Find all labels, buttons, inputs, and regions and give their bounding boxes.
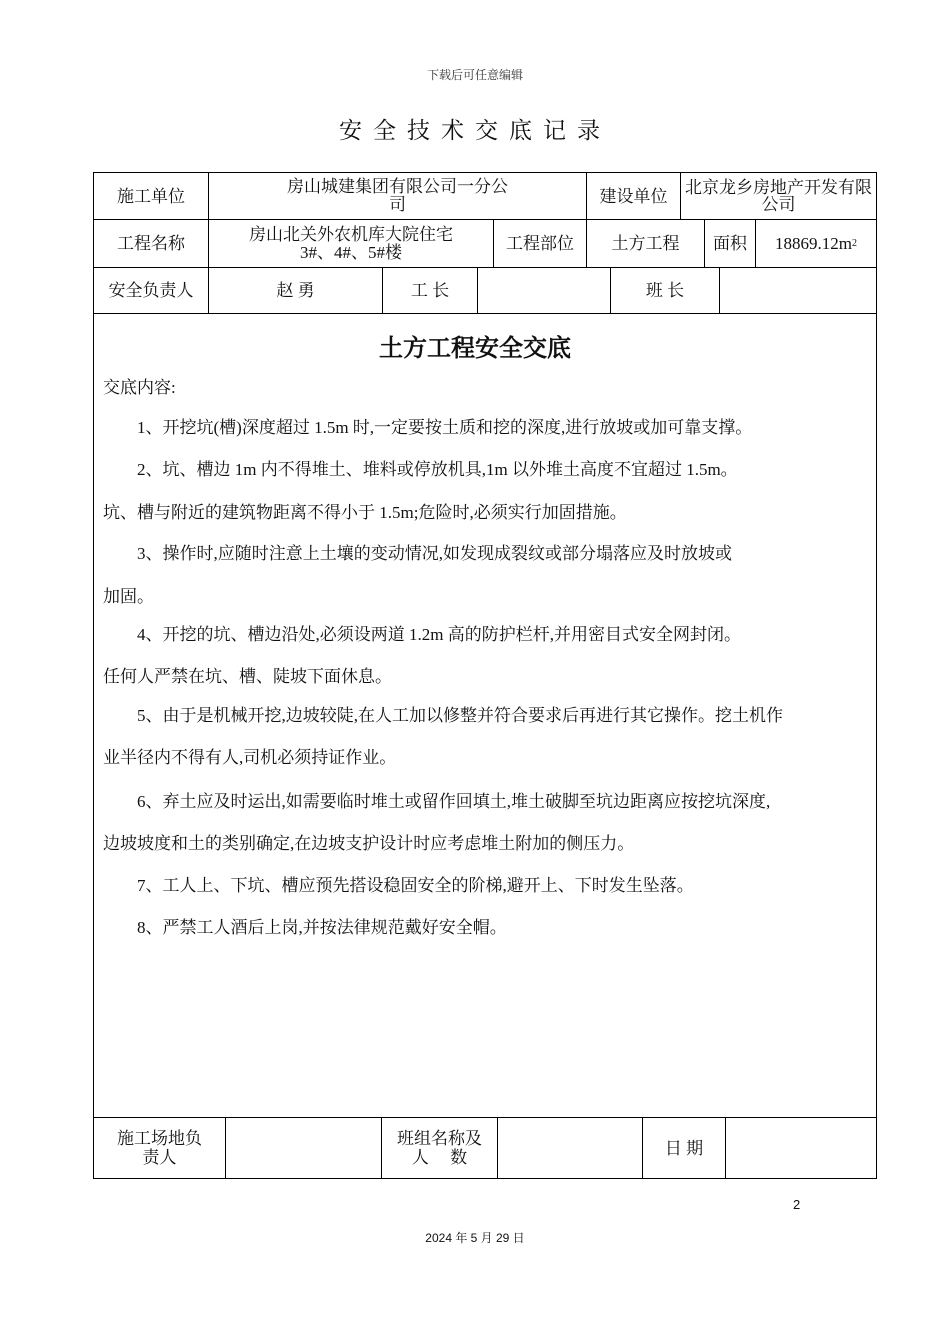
construction-unit-line1: 房山城建集团有限公司一分公 (287, 177, 508, 196)
team-name-value (498, 1118, 643, 1178)
area-label: 面积 (705, 220, 756, 267)
content-line: 6、弃土应及时运出,如需要临时堆土或留作回填土,堆土破脚至坑边距离应按挖坑深度, (103, 792, 771, 811)
area-number: 18869.12m (775, 234, 852, 253)
info-table (93, 172, 877, 314)
content-line: 坑、槽与附近的建筑物距离不得小于 1.5m;危险时,必须实行加固措施。 (103, 503, 627, 522)
site-lead-value (226, 1118, 382, 1178)
date-label: 日 期 (643, 1118, 726, 1178)
project-part-label: 工程部位 (494, 220, 587, 267)
builder-value: 北京龙乡房地产开发有限公司 (685, 178, 872, 214)
safety-lead-label: 安全负责人 (94, 268, 209, 313)
content-line: 任何人严禁在坑、槽、陡坡下面休息。 (103, 667, 392, 686)
construction-unit-value (209, 173, 587, 219)
team-name-label-line2: 人 数 (411, 1148, 468, 1167)
footer-date: 2024 年 5 月 29 日 (425, 1231, 525, 1245)
builder-label: 建设单位 (587, 173, 681, 219)
header-note: 下载后可任意编辑 (426, 68, 523, 82)
content-line: 3、操作时,应随时注意上土壤的变动情况,如发现成裂纹或部分塌落应及时放坡或 (103, 544, 732, 563)
area-value: 18869.12m 2 (775, 234, 857, 253)
signature-table (93, 1117, 877, 1179)
content-line: 加固。 (103, 587, 154, 606)
project-name-line2: 3#、4#、5#楼 (300, 242, 402, 262)
content-line: 4、开挖的坑、槽边沿处,必须设两道 1.2m 高的防护栏杆,并用密目式安全网封闭。 (103, 625, 741, 644)
content-line: 8、严禁工人酒后上岗,并按法律规范戴好安全帽。 (103, 918, 507, 937)
construction-unit-line2: 司 (389, 195, 406, 214)
foreman-label: 工 长 (383, 268, 478, 313)
date-value (726, 1118, 876, 1178)
site-lead-label-line2: 责人 (142, 1148, 177, 1167)
info-row-1 (94, 173, 876, 220)
content-title: 土方工程安全交底 (379, 336, 571, 362)
page-number: 2 (793, 1197, 801, 1212)
project-name-line1: 房山北关外农机库大院住宅 (249, 224, 453, 244)
info-row-2 (94, 220, 876, 268)
construction-unit-label: 施工单位 (94, 173, 209, 219)
project-part-value: 土方工程 (587, 220, 705, 267)
safety-lead-value: 赵 勇 (209, 268, 383, 313)
info-row-3 (94, 268, 876, 313)
foreman-value (478, 268, 611, 313)
content-line: 1、开挖坑(槽)深度超过 1.5m 时,一定要按土质和挖的深度,进行放坡或加可靠支撑。 (103, 418, 753, 437)
site-lead-label (94, 1118, 226, 1178)
project-name-value (209, 220, 494, 267)
project-name-label: 工程名称 (94, 220, 209, 267)
document-title: 安全技术交底记录 (339, 118, 611, 143)
content-line: 业半径内不得有人,司机必须持证作业。 (103, 748, 397, 767)
content-line: 5、由于是机械开挖,边坡较陡,在人工加以修整并符合要求后再进行其它操作。挖土机作 (103, 706, 783, 725)
team-name-label-line1: 班组名称及 (397, 1129, 482, 1148)
content-line: 边坡坡度和土的类别确定,在边坡支护设计时应考虑堆土附加的侧压力。 (103, 834, 635, 853)
team-lead-value (720, 268, 876, 313)
content-line: 交底内容: (103, 378, 176, 397)
content-line: 7、工人上、下坑、槽应预先搭设稳固安全的阶梯,避开上、下时发生坠落。 (103, 876, 694, 895)
team-lead-label: 班 长 (611, 268, 720, 313)
content-line: 2、坑、槽边 1m 内不得堆土、堆料或停放机具,1m 以外堆土高度不宜超过 1.5m。 (103, 460, 738, 479)
site-lead-label-line1: 施工场地负 (117, 1129, 202, 1148)
team-name-label (382, 1118, 498, 1178)
